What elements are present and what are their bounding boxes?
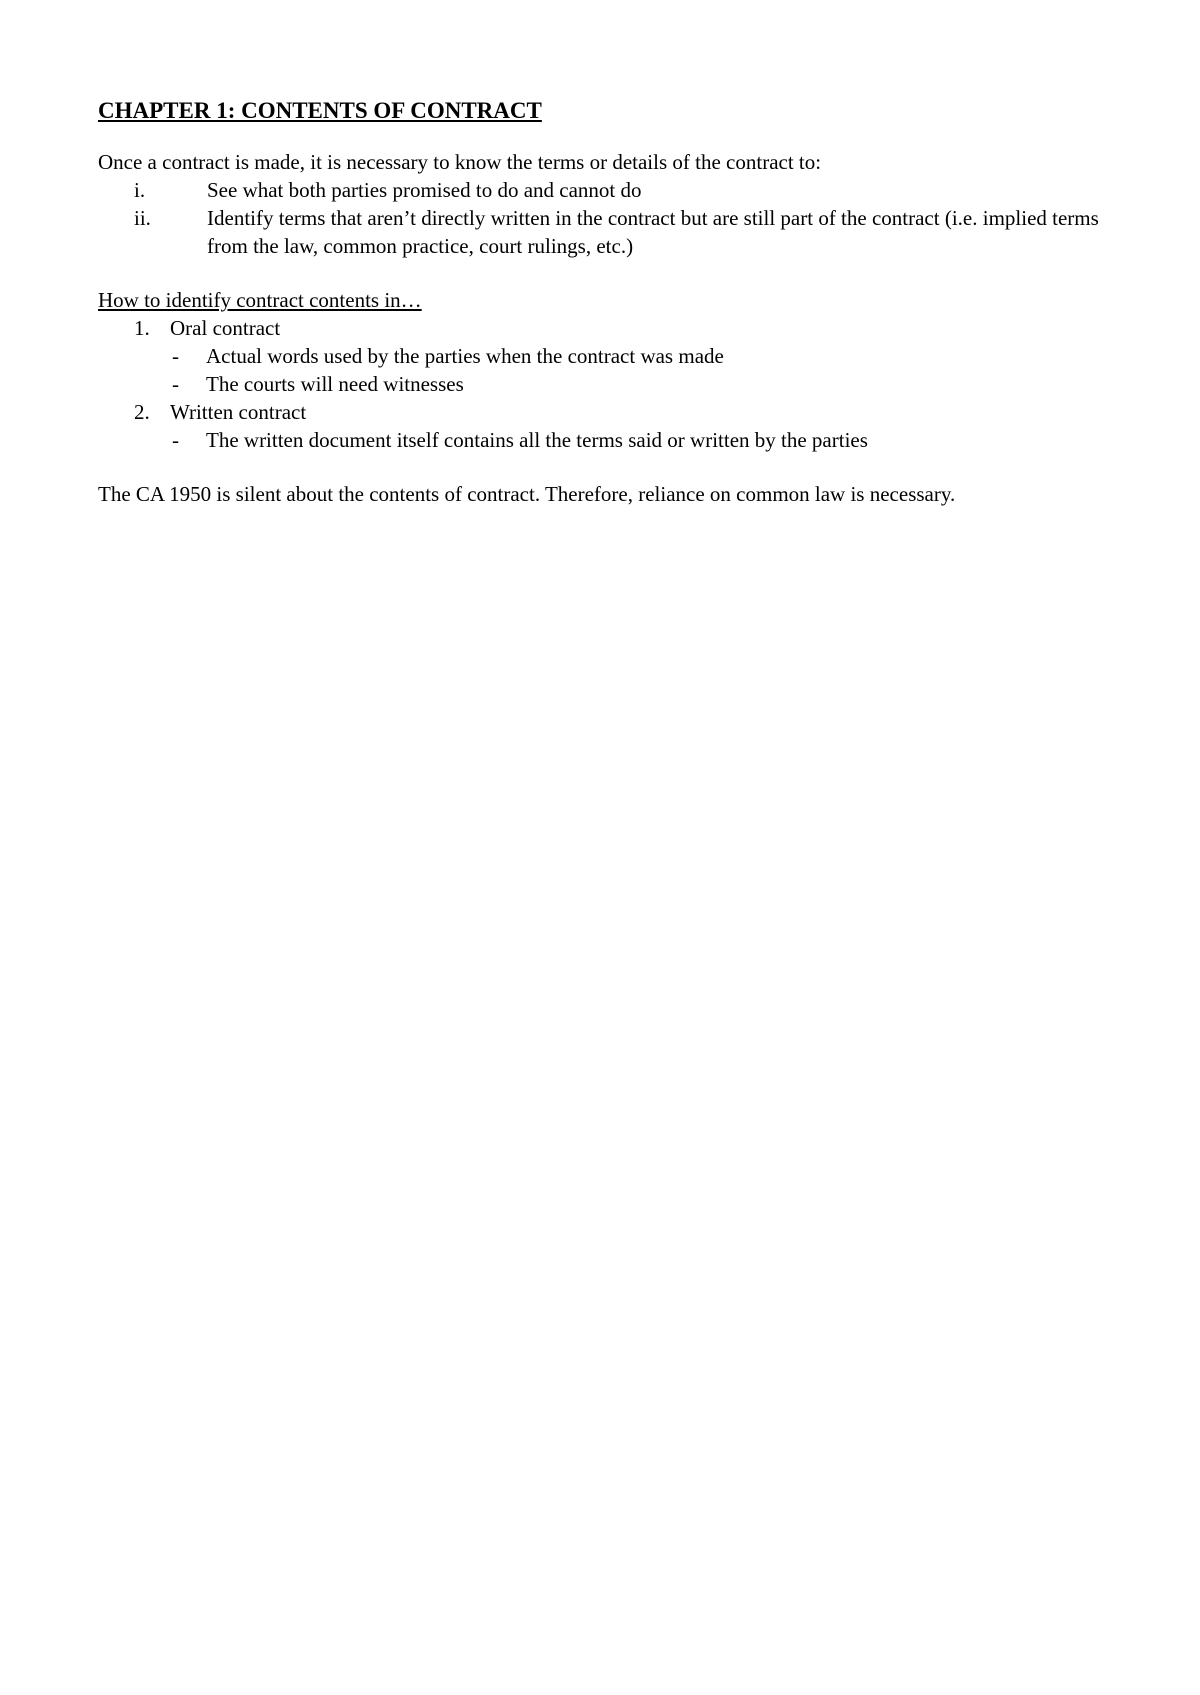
roman-list <box>98 176 1138 260</box>
closing-paragraph: The CA 1950 is silent about the contents of contract. Therefore, reliance on common law is necessary. <box>98 482 956 506</box>
list-marker: 1. <box>134 316 150 340</box>
list-marker: - <box>172 428 179 452</box>
dash-list <box>170 426 1138 454</box>
list-item <box>98 204 1138 260</box>
intro-paragraph: Once a contract is made, it is necessary to know the terms or details of the contract to: <box>98 150 822 174</box>
list-marker: i. <box>134 178 146 202</box>
list-marker: - <box>172 372 179 396</box>
list-marker: 2. <box>134 400 150 424</box>
chapter-title: CHAPTER 1: CONTENTS OF CONTRACT <box>98 98 542 123</box>
list-item <box>170 370 1138 398</box>
list-item <box>98 314 1138 398</box>
spacer <box>98 454 1138 480</box>
section-subheading: How to identify contract contents in… <box>98 288 422 312</box>
list-item <box>170 426 1138 454</box>
list-item-text: The courts will need witnesses <box>206 372 464 396</box>
list-item-text: Actual words used by the parties when the contract was made <box>206 344 724 368</box>
list-marker: ii. <box>134 206 151 230</box>
list-item-text: Identify terms that aren’t directly written in the contract but are still part of the contract (i.e. implied terms from the law, common practice, court rulings, etc.) <box>207 206 1099 258</box>
numbered-list <box>98 314 1138 454</box>
spacer <box>98 260 1138 286</box>
list-item-text: Oral contract <box>170 316 281 340</box>
list-marker: - <box>172 344 179 368</box>
list-item-text: The written document itself contains all the terms said or written by the parties <box>206 428 868 452</box>
document-body <box>98 96 1138 508</box>
list-item <box>170 342 1138 370</box>
list-item <box>98 398 1138 454</box>
list-item-text: See what both parties promised to do and cannot do <box>207 178 642 202</box>
dash-list <box>170 342 1138 398</box>
list-item-text: Written contract <box>170 400 307 424</box>
list-item <box>98 176 1138 204</box>
